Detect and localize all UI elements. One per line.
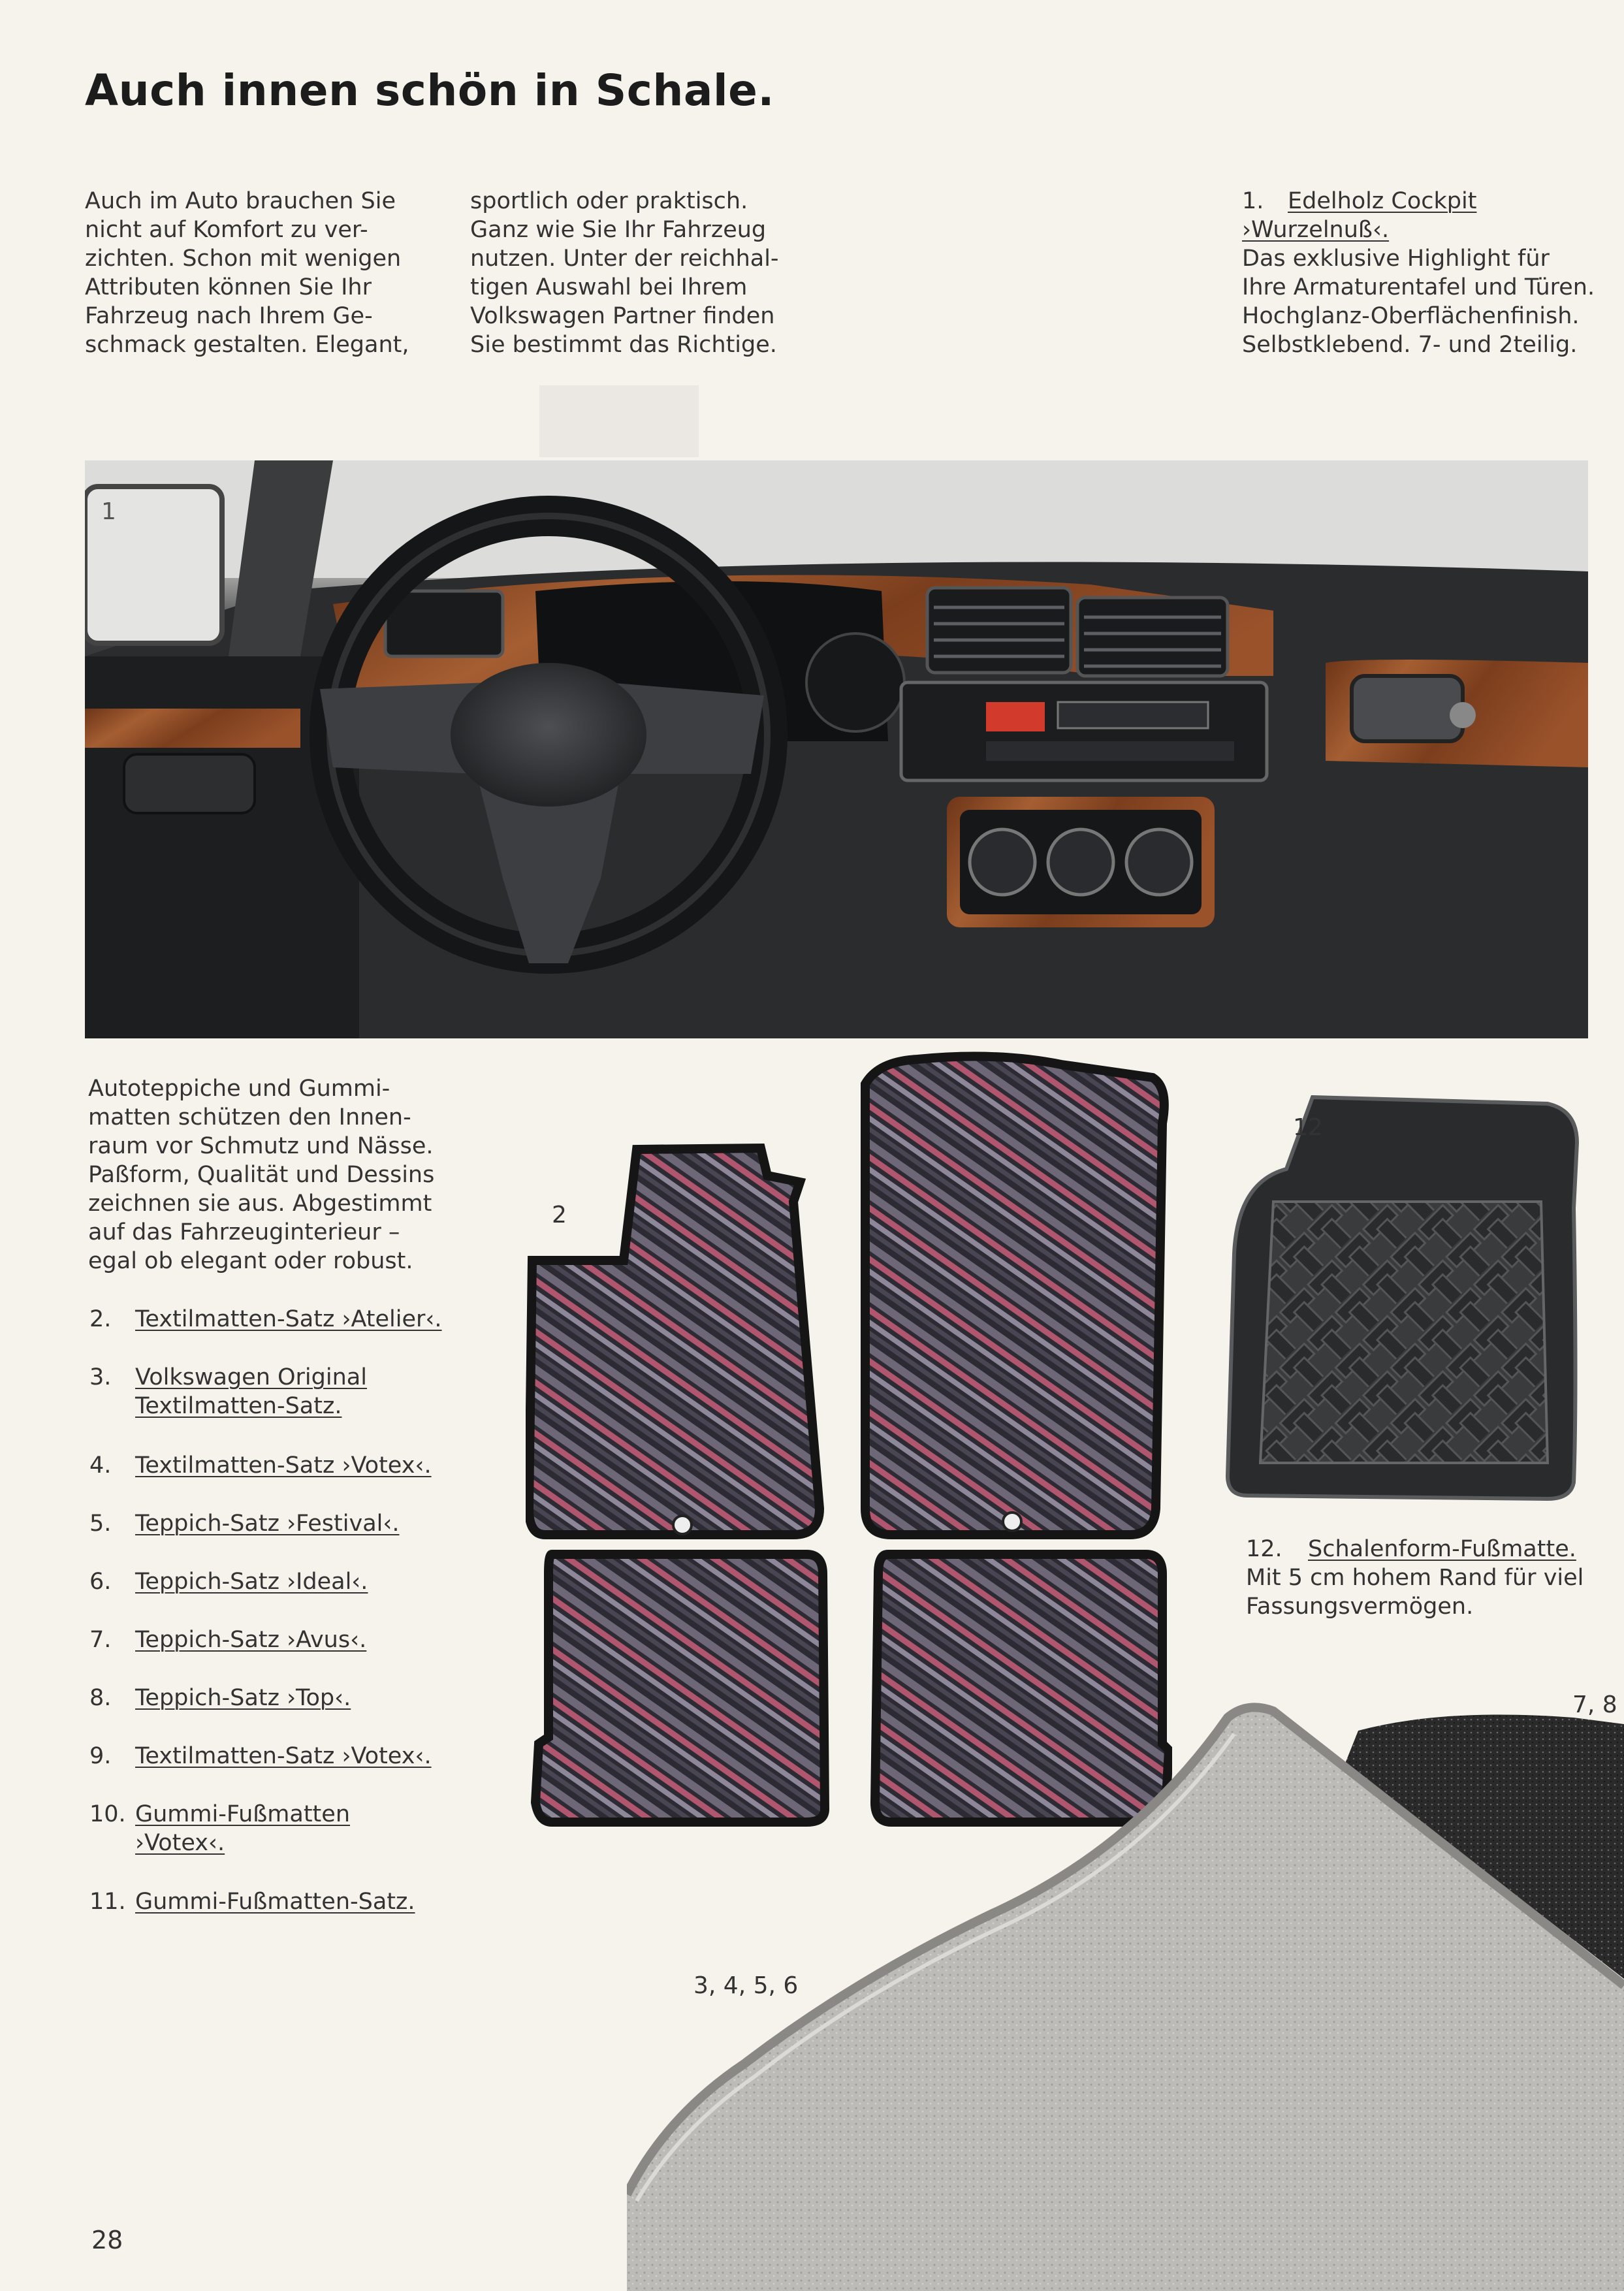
intro-column-2	[470, 187, 779, 359]
item-title: Edelholz Cockpit	[1288, 188, 1477, 214]
item-title: Schalenform-Fußmatte.	[1308, 1536, 1576, 1562]
item-desc-line: Mit 5 cm hohem Rand für viel	[1246, 1565, 1584, 1591]
list-item	[89, 1626, 366, 1654]
list-item	[89, 1567, 368, 1596]
item-title: Textilmatten-Satz ›Votex‹.	[135, 1743, 432, 1769]
list-item	[89, 1363, 367, 1420]
item-title: Gummi-Fußmatten	[135, 1801, 350, 1827]
mats-line: matten schützen den Innen-	[88, 1104, 411, 1130]
photo-label: 3, 4, 5, 6	[693, 1972, 799, 1999]
item-title: ›Wurzelnuß‹.	[1242, 217, 1390, 243]
item-number: 5.	[89, 1511, 112, 1537]
photo-label: 12	[1293, 1114, 1323, 1141]
item-title: Textilmatten-Satz ›Atelier‹.	[135, 1306, 442, 1332]
intro-line: tigen Auswahl bei Ihrem	[470, 274, 748, 300]
intro-line: schmack gestalten. Elegant,	[85, 332, 409, 358]
photo-label: 7, 8	[1572, 1691, 1617, 1718]
item-desc-line: Das exklusive Highlight für	[1242, 246, 1550, 272]
item-title: Teppich-Satz ›Top‹.	[135, 1685, 351, 1711]
item-number: 12.	[1246, 1536, 1282, 1562]
item-title: Gummi-Fußmatten-Satz.	[135, 1889, 415, 1915]
intro-line: Sie bestimmt das Richtige.	[470, 332, 777, 358]
intro-line: nicht auf Komfort zu ver-	[85, 217, 368, 243]
intro-line: Ganz wie Sie Ihr Fahrzeug	[470, 217, 767, 243]
list-item	[89, 1451, 432, 1480]
list-item	[89, 1509, 400, 1538]
intro-line: Attributen können Sie Ihr	[85, 274, 372, 300]
item-title: Teppich-Satz ›Festival‹.	[135, 1511, 400, 1537]
item-title: Teppich-Satz ›Avus‹.	[135, 1627, 367, 1653]
item-number: 10.	[89, 1801, 126, 1827]
list-item	[89, 1800, 350, 1857]
intro-column-1	[85, 187, 409, 359]
photo-label: 1	[101, 498, 116, 525]
item-number: 8.	[89, 1685, 112, 1711]
mats-line: Paßform, Qualität und Dessins	[88, 1162, 435, 1188]
mats-line: zeichnen sie aus. Abgestimmt	[88, 1191, 432, 1217]
mats-line: egal ob elegant oder robust.	[88, 1248, 413, 1274]
carpet-closeup-photo	[627, 1698, 1624, 2291]
item-number: 2.	[89, 1306, 112, 1332]
item-title: Teppich-Satz ›Ideal‹.	[135, 1569, 368, 1595]
item-desc-line: Fassungsvermögen.	[1246, 1594, 1474, 1620]
item-desc-line: Ihre Armaturentafel und Türen.	[1242, 274, 1595, 300]
photo-shadow	[539, 385, 699, 457]
list-item	[89, 1742, 432, 1770]
list-item	[89, 1887, 415, 1916]
item-number: 11.	[89, 1889, 126, 1915]
mats-line: Autoteppiche und Gummi-	[88, 1076, 390, 1102]
item-number: 9.	[89, 1743, 112, 1769]
mats-description	[88, 1074, 434, 1275]
cockpit-photo	[85, 460, 1588, 1038]
page-title: Auch innen schön in Schale.	[85, 65, 774, 116]
intro-line: Fahrzeug nach Ihrem Ge-	[85, 303, 373, 329]
intro-line: zichten. Schon mit wenigen	[85, 246, 402, 272]
list-item	[89, 1305, 442, 1334]
list-item	[89, 1684, 351, 1712]
item-12-description	[1246, 1535, 1584, 1621]
item-number: 4.	[89, 1452, 112, 1479]
mats-line: auf das Fahrzeuginterieur –	[88, 1219, 400, 1245]
item-title: ›Votex‹.	[135, 1830, 225, 1856]
item-title: Textilmatten-Satz ›Votex‹.	[135, 1452, 432, 1479]
intro-line: sportlich oder praktisch.	[470, 188, 748, 214]
rubber-tray-mat-photo	[1221, 1091, 1587, 1515]
item-desc-line: Selbstklebend. 7- und 2teilig.	[1242, 332, 1578, 358]
item-number: 1.	[1242, 188, 1264, 214]
item-title: Volkswagen Original	[135, 1364, 367, 1390]
page-number: 28	[91, 2226, 123, 2254]
intro-line: nutzen. Unter der reichhal-	[470, 246, 779, 272]
mats-line: raum vor Schmutz und Nässe.	[88, 1133, 434, 1159]
item-title: Textilmatten-Satz.	[135, 1393, 342, 1419]
item-number: 3.	[89, 1364, 112, 1390]
intro-line: Volkswagen Partner finden	[470, 303, 775, 329]
intro-line: Auch im Auto brauchen Sie	[85, 188, 396, 214]
photo-label: 2	[552, 1202, 567, 1228]
item-number: 6.	[89, 1569, 112, 1595]
item-1-description	[1242, 187, 1595, 359]
item-desc-line: Hochglanz-Oberflächenfinish.	[1242, 303, 1580, 329]
item-number: 7.	[89, 1627, 112, 1653]
